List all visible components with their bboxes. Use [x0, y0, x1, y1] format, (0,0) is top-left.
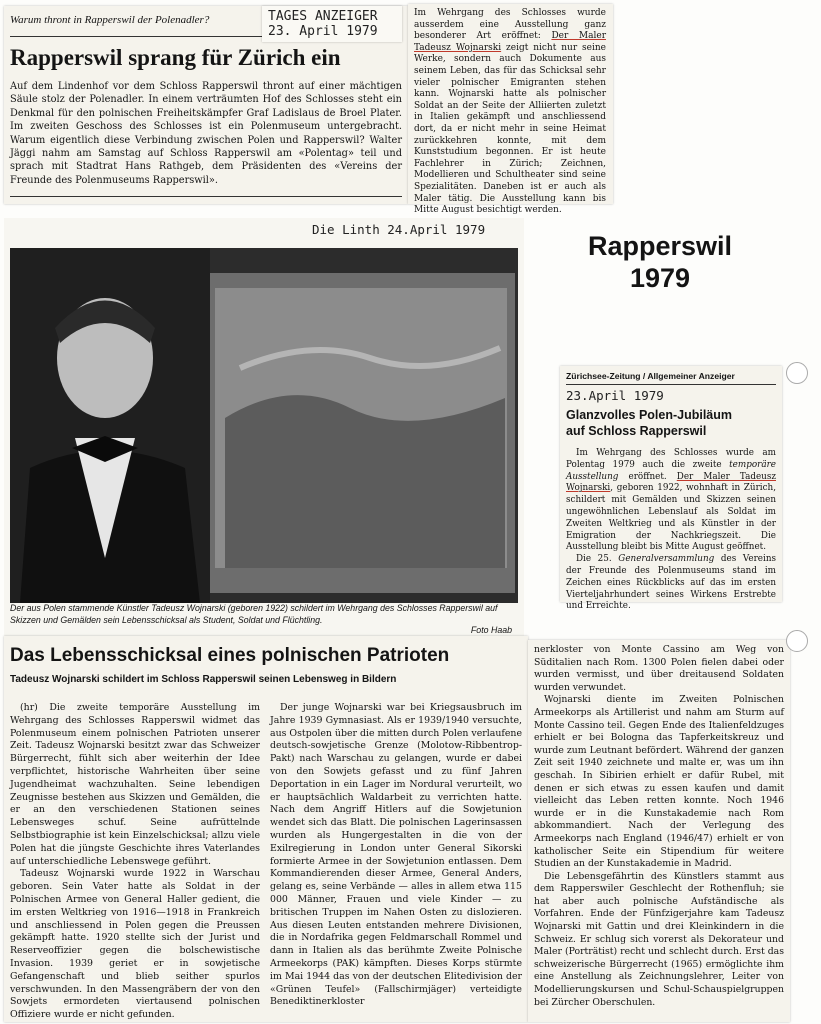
bottom-rule [10, 196, 402, 197]
linth-photo-clipping [4, 218, 524, 636]
punch-hole-top [786, 362, 808, 384]
zsz-italic-1: temporäre Ausstellung [566, 459, 776, 482]
heading-line-2: 1979 [629, 263, 691, 293]
zsz-stamp: 23.April 1979 [566, 388, 664, 403]
col3-paragraph-3: Die Lebensgefährtin des Künstlers stammt aus dem Rapperswiler Geschlecht der Rothenfluh; sie hat aber auch polnische Aufständische als Vorfahren. Ende der Fünfzigerjahre kam Tadeusz Wojnarski mit Gattin und drei Kleinkindern in die Schweiz. Er schlug sich vorerst als Dekorateur und Maler (Porträtist) recht und schlecht durch. Erst das schweizerische Bürgerrecht (1965) ermöglichte ihm eine Anstellung als Zeichnungslehrer, Leiter von Modellierungskursen und Schul-Schauspielgruppen bei Zürcher Oberschulen. [534, 870, 784, 1008]
zsz-text-b: eröffnet. [618, 471, 677, 482]
punch-hole-bottom [786, 630, 808, 652]
zsz-text2-b: des Vereins der Freunde des Polenmuseums stand im Zeichen eines Rückblicks auf das im ersten Vierteljahrhundert seines Wirkens Erstrebte und Erreichte. [566, 554, 776, 612]
side-text-a: Im Wehrgang des Schlosses wurde ausserdem eine Ausstellung ganz besonderer Art eröffnet: [414, 8, 606, 42]
linth-subhead: Tadeusz Wojnarski schildert im Schloss Rapperswil seinen Lebensweg in Bildern [10, 674, 397, 685]
section-heading [560, 230, 760, 294]
col1-paragraph-1: (hr) Die zweite temporäre Ausstellung im Wehrgang des Schlosses Rapperswil widmet das Polenmuseum einem polnischen Patrioten unserer Zeit. Tadeusz Wojnarski besitzt zwar das Schweizer Bürgerrecht, fühlt sich aber weiterhin der Idee verpflichtet, historische Wahrheiten über seine Jugendheimat wachzuhalten. Seine lebendigen Zeugnisse bestehen aus Skizzen und Gemälden, die er an den verschiedenen Stationen seines Lebensweges schuf. Seine aufrüttelnde Selbstbiographie ist kein Einzelschicksal; allzu viele Polen hat die jüngste Geschichte ihres Vaterlandes auf unterschiedliche Lebenswege geführt. [10, 702, 260, 867]
artist-photo [10, 248, 518, 603]
zsz-headline-2: auf Schloss Rapperswil [566, 424, 707, 438]
photo-graphic [10, 248, 518, 603]
zsz-highlight: Der Maler Tadeusz Wojnarski [566, 471, 776, 494]
zsz-text-c: , geboren 1922, wohnhaft in Zürich, schildert mit Gemälden und Skizzen seinen ungewöhnlichen Lebenslauf als Soldat im Zweiten Weltkrieg und als Künstler in der Emigration der Nachkriegszeit. Die Ausstellung bleibt bis Mitte August geöffnet. [566, 483, 776, 553]
col3-paragraph-1: nerkloster von Monte Cassino am Weg von Süditalien nach Rom. 1300 Polen fielen dabei oder wurden vermisst, und über dreitausend Soldaten wurden verwundet. [534, 644, 784, 693]
col1-paragraph-2: Tadeusz Wojnarski wurde 1922 in Warschau geboren. Sein Vater hatte als Soldat in der Polnischen Armee von General Haller gedient, die im ersten Weltkrieg von 1916—1918 in Frankreich und anschliessend in Polen gegen die Preussen gekämpft hatte. 1920 stellte sich der Jurist und Reserveoffizier gegen die bolschewistische Invasion. 1939 geriet er in sowjetische Gefangenschaft und blieb seither spurlos verschwunden. In den Massengräbern der von den Sowjets ermordeten viertausend polnischen Offiziere wurde er nicht gefunden. [10, 868, 260, 1021]
lead-paragraph: Auf dem Lindenhof vor dem Schloss Rapperswil thront auf einer mächtigen Säule stolz der Polenadler. In einem verträumten Hof des Schlosses steht ein Denkmal für den polnischen Freiheitskämpfer Graf Ladislaus de Broel Plater. Im zweiten Geschoss des Schlosses ist ein Polenmuseum untergebracht. Warum eigentlich diese Verbindung zwischen Polen und Rapperswil? Walter Jäggi nahm am Samstag auf Schloss Rapperswil am «Polentag» teil und sprach mit Stadtrat Hans Rathgeb, dem Präsidenten des «Vereins der Freunde des Polenmuseums Rapperswil». [10, 81, 402, 186]
heading-line-1: Rapperswil [587, 231, 733, 261]
zsz-body [566, 448, 776, 613]
zsz-italic-2: Generalversammlung [618, 554, 715, 565]
photo-caption: Der aus Polen stammende Künstler Tadeusz Wojnarski (geboren 1922) schildert im Wehrgang des Schlosses Rapperswil auf Skizzen und Gemälden sein Lebensschicksal als Student, Soldat und Flüchtling. [10, 603, 498, 625]
kicker: Warum thront in Rapperswil der Polenadler? [10, 14, 210, 26]
linth-column-2 [270, 702, 522, 1009]
headline: Rapperswil sprang für Zürich ein [10, 45, 341, 70]
zsz-paragraph-2 [566, 554, 776, 613]
photo-credit: Foto Haab [470, 625, 512, 635]
stamp-source: TAGES ANZEIGER [268, 9, 378, 24]
tages-side-column [408, 4, 613, 216]
zsz-text-a: Im Wehrgang des Schlosses wurde am Polentag 1979 auch die zweite [566, 448, 776, 470]
col3-paragraph-2: Wojnarski diente im Zweiten Polnischen Armeekorps als Artillerist und nahm am Sturm auf Monte Cassino teil. Gegen Ende des Italienfeldzuges erhielt er bei Bologna das Tapferkeitskreuz und wurde zum Leutnant befördert. Während der ganzen Zeit seit 1940 zeichnete und malte er, was um ihn geschah. In Sibirien erhielt er dafür Rubel, mit denen er sich etwas zu essen kaufen und damit vielleicht das Leben retten konnte. Noch 1946 wurde er in die Kunstakademie nach Rom abkommandiert. Nach der Verlegung des Armeekorps nach England (1946/47) erhielt er von katholischer Seite ein Stipendium für weitere Studien an der Kunstakademie in Madrid. [534, 694, 784, 870]
zsz-text2-a: Die 25. [576, 554, 619, 565]
side-column-text [414, 8, 606, 217]
tages-stamp-box [262, 6, 402, 42]
zsz-masthead: Zürichsee-Zeitung / Allgemeiner Anzeiger [566, 371, 735, 381]
zsz-clipping [560, 366, 782, 612]
zsz-paragraph-1 [566, 448, 776, 554]
stamp-date: 23. April 1979 [268, 24, 378, 39]
col2-paragraph: Der junge Wojnarski war bei Kriegsausbruch im Jahre 1939 Gymnasiast. Als er 1939/1940 versuchte, aus Ostpolen über die mitten durch Polen verlaufene deutsch-sowjetische Grenze (Molotow-Ribbentrop-Pakt) nach Warschau zu gelangen, wurde er dabei von den Sowjets gefasst und zu fünf Jahren Deportation in ein Lager im Nordural verurteilt, wo er hauptsächlich Waldarbeit zu verrichten hatte. Nach dem Angriff Hitlers auf die Sowjetunion wendet sich das Blatt. Die polnischen Lagerinsassen wurden als Hungergestalten in die von der Exilregierung in London unter General Sikorski formierte Armee in der Sowjetunion entlassen. Dem Kommandierenden dieser Armee, General Anders, gelang es, seine Verbände — alles in allem etwa 115 000 Männer, Frauen und viele Kinder — zu britischen Truppen im Nahen Osten zu dislozieren. Aus diesen Leuten entstanden mehrere Divisionen, die in Nordafrika gegen Feldmarschall Rommel und dann in Italien als das berühmte Zweite Polnische Armeekorps (PAK) kämpften. Dieses Korps stürmte im Mai 1944 das von der deutschen Elitedivision der «Grünen Teufel» (Fallschirmjäger) verteidigte Benediktinerkloster [270, 702, 522, 1008]
linth-stamp: Die Linth 24.April 1979 [312, 222, 486, 237]
zsz-headline-1: Glanzvolles Polen-Jubiläum [566, 408, 733, 422]
linth-article-continuation [528, 640, 790, 1022]
linth-headline: Das Lebensschicksal eines polnischen Patrioten [10, 645, 450, 666]
masthead-rule [566, 384, 776, 385]
side-text-b: zeigt nicht nur seine Werke, sondern auch Dokumente aus seinem Leben, das für das Schicksal sehr vieler polnischer Emigranten stehen kann. Wojnarski hatte als polnischer Soldat an der Seite der Alliierten zuletzt in Italien gekämpft und anschliessend dort, da er nicht mehr in seine Heimat zurückkehren konnte, mit dem Kunststudium begonnen. Er ist heute Fachlehrer in Zürich; Zeichnen, Modellieren und Schultheater sind seine Spezialitäten. Daneben ist er auch als Maler tätig. Die Ausstellung kann bis Mitte August besichtigt werden. [414, 42, 606, 216]
linth-column-1 [10, 702, 260, 1022]
linth-article-clipping [4, 636, 528, 1022]
side-text-highlight: Der Maler Tadeusz Wojnarski [414, 31, 606, 53]
linth-column-3 [534, 644, 784, 1009]
